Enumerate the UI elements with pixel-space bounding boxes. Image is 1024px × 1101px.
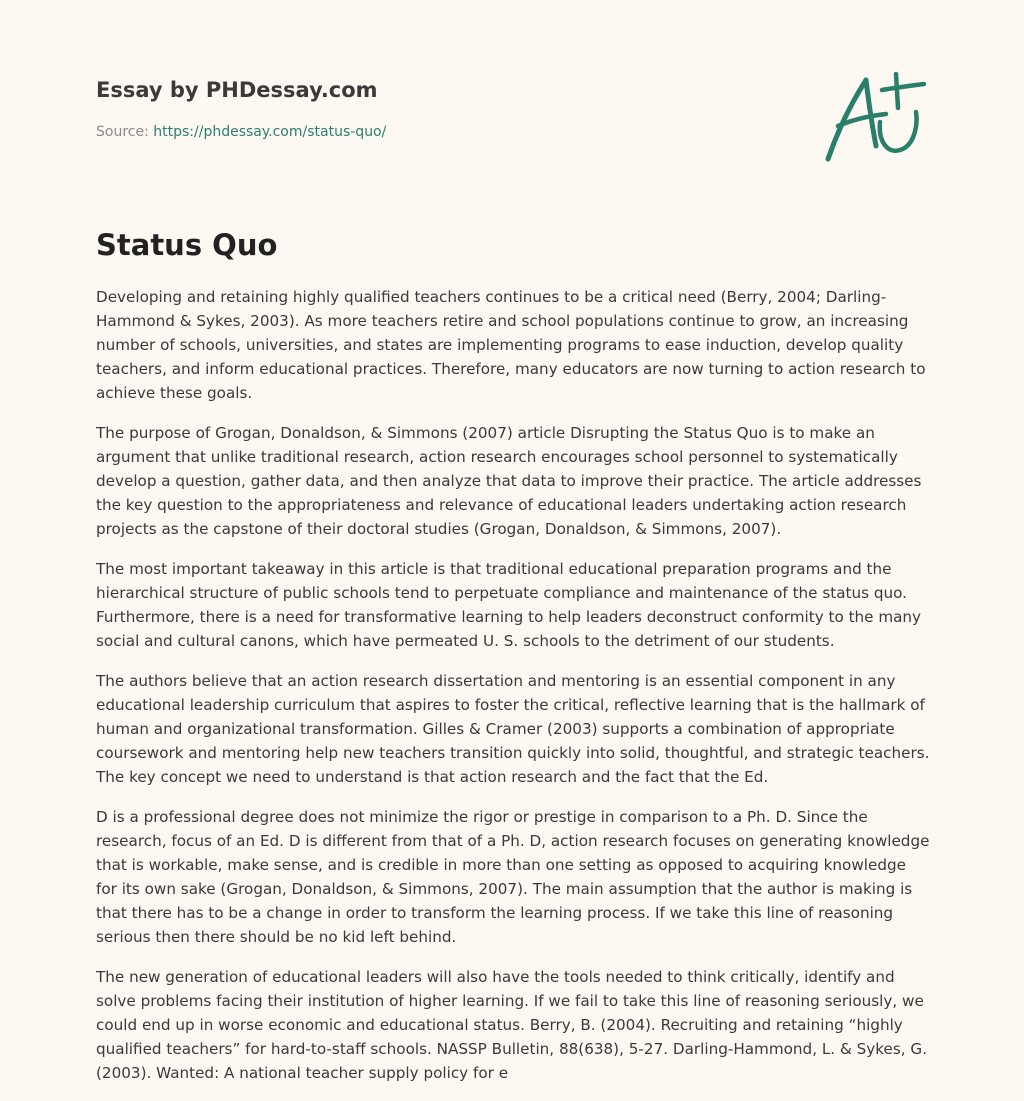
a-plus-logo-icon	[822, 68, 930, 164]
source-label: Source:	[96, 124, 154, 140]
article-paragraph: Developing and retaining highly qualified teachers continues to be a critical need (Berry, 2004; Darling-Hammond & Sykes, 2003). As more teachers retire and school populations continue to grow, an increasing number of schools, universities, and states are implementing programs to ease induction, develop quality teachers, and inform educational practices. Therefore, many educators are now turning to action research to achieve these goals.	[96, 288, 926, 402]
site-brand: Essay by PHDessay.com	[96, 78, 378, 102]
source-link[interactable]: https://phdessay.com/status-quo/	[153, 124, 387, 140]
article-paragraph: D is a professional degree does not minimize the rigor or prestige in comparison to a Ph. D. Since the research, focus of an Ed. D is different from that of a Ph. D, action research focuses on generating knowledge that is workable, make sense, and is credible in more than one setting as opposed to acquiring knowledge for its own sake (Grogan, Donaldson, & Simmons, 2007). The main assumption that the author is making is that there has to be a change in order to transform the learning process. If we take this line of reasoning serious then there should be no kid left behind.	[96, 808, 930, 946]
article-paragraph: The new generation of educational leaders will also have the tools needed to think critically, identify and solve problems facing their institution of higher learning. If we fail to take this line of reasoning seriously, we could end up in worse economic and educational status. Berry, B. (2004). Recruiting and retaining “highly qualified teachers” for hard-to-staff schools. NASSP Bulletin, 88(638), 5-27. Darling-Hammond, L. & Sykes, G. (2003). Wanted: A national teacher supply policy for e	[96, 968, 928, 1082]
article-title: Status Quo	[96, 228, 278, 262]
page-header	[96, 76, 926, 140]
article-body	[96, 285, 930, 1101]
article-paragraph: The purpose of Grogan, Donaldson, & Simmons (2007) article Disrupting the Status Quo is to make an argument that unlike traditional research, action research encourages school personnel to systematically develop a question, gather data, and then analyze that data to improve their practice. The article addresses the key question to the appropriateness and relevance of educational leaders undertaking action research projects as the capstone of their doctoral studies (Grogan, Donaldson, & Simmons, 2007).	[96, 424, 922, 538]
article-paragraph: The authors believe that an action research dissertation and mentoring is an essential component in any educational leadership curriculum that aspires to foster the critical, reflective learning that is the hallmark of human and organizational transformation. Gilles & Cramer (2003) supports a combination of appropriate coursework and mentoring help new teachers transition quickly into solid, thoughtful, and strategic teachers. The key concept we need to understand is that action research and the fact that the Ed.	[96, 672, 930, 786]
article-paragraph: The most important takeaway in this article is that traditional educational preparation programs and the hierarchical structure of public schools tend to perpetuate compliance and maintenance of the status quo. Furthermore, there is a need for transformative learning to help leaders deconstruct conformity to the many social and cultural canons, which have permeated U. S. schools to the detriment of our students.	[96, 560, 922, 650]
source-line	[96, 124, 386, 140]
